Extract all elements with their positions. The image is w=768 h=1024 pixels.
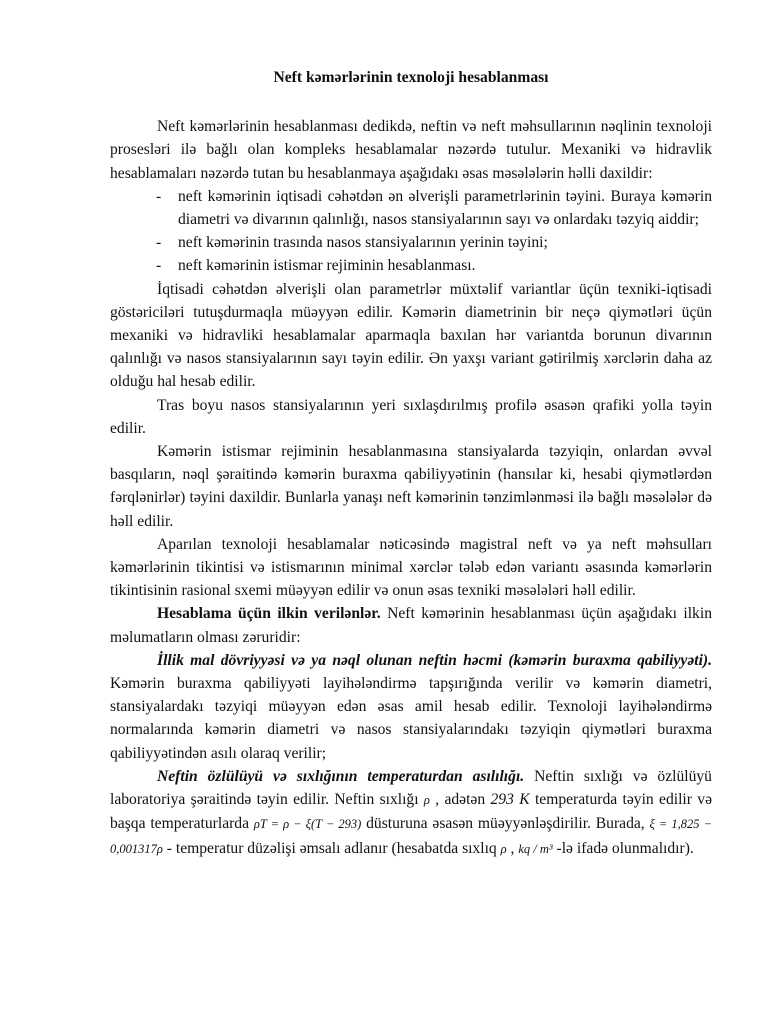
list-item — [110, 185, 712, 231]
paragraph-intro: Neft kəmərlərinin hesablanması dedikdə, neftin və neft məhsullarının nəqlinin texnoloji prosesləri ilə bağlı olan kompleks hesablamalar nəzərdə tutulur. Mexaniki və hidravlik hesablamaları nəzərdə tutan bu hesablanmaya aşağıdakı əsas məsələlərin həlli daxildir: — [110, 118, 712, 182]
paragraph-text: düsturuna əsasən müəyyənləşdirilir. Burada, — [361, 815, 650, 833]
density-formula: ρT = ρ − ξ(T − 293) — [253, 817, 362, 832]
paragraph-text: Neftin sıxlığı və özlülüyü laboratoriya şəraitində təyin edilir. Neftin sıxlığı — [110, 767, 712, 809]
coefficient-formula: ξ = 1,825 − 0,001317ρ — [110, 817, 712, 856]
paragraph-text: - temperatur düzəlişi əmsalı adlanır (hesabatda sıxlıq — [162, 839, 501, 857]
rho-symbol: ρ — [423, 793, 430, 808]
list-item-text: neft kəmərinin istismar rejiminin hesablanması. — [178, 257, 476, 275]
paragraph-text: Neft kəmərinin hesablanması üçün aşağıdakı ilkin məlumatların olması zəruridir: — [110, 605, 712, 646]
paragraph-economics: İqtisadi cəhətdən əlverişli olan parametrlər müxtəlif variantlar üçün texniki-iqtisadi göstəriciləri tutuşdurmaqla müəyyən edilir. Kəmərin diametrinin bir neçə qiymətləri üçün mexaniki və hidravliki hesablamalar aparmaqla baxılan hər variantda borunun divarının qalınlığı və nasos stansiyalarının sayı təyin edilir. Ən yaxşı variant gətirilmiş xərclərin daha az olduğu hal hesab edilir. — [110, 280, 712, 391]
document-title: Neft kəmərlərinin texnoloji hesablanması — [273, 69, 549, 86]
paragraph-viscosity — [110, 765, 712, 861]
paragraph-initial-data — [110, 602, 712, 648]
paragraph-route: Tras boyu nasos stansiyalarının yeri sıxlaşdırılmış profilə əsasən qrafiki yolla təyin edilir. — [110, 396, 712, 437]
paragraph-operation: Kəmərin istismar rejiminin hesablanmasına stansiyalarda təzyiqin, onlardan əvvəl basqıların, nəql şəraitində kəmərin buraxma qabiliyyətinin (hansılar ki, hesabi qiymətlərdən fərqlənirlər) təyini daxildir. Bunlarla yanaşı neft kəmərinin tənzimlənməsi ilə bağlı məsələlər də həll edilir. — [110, 443, 712, 530]
paragraph-text: , — [506, 839, 519, 857]
rho-symbol: ρ — [500, 841, 507, 856]
section-heading: Neftin özlülüyü və sıxlığının temperaturdan asılılığı. — [157, 767, 525, 785]
section-heading: İllik mal dövriyyəsi və ya nəql olunan neftin həcmi (kəmərin buraxma qabiliyyəti). — [157, 651, 712, 669]
paragraph-throughput — [110, 649, 712, 765]
list-marker: - — [156, 187, 162, 205]
paragraph-calculations: Aparılan texnoloji hesablamalar nəticəsində magistral neft və ya neft məhsulları kəmərlərinin tikintisi və istismarının minimal xərclər tələb edən variantı əsasında kəmərlərin tikintisinin rasional sxemi müəyyən edilir və onun əsas texniki məsələləri həll edilir. — [110, 535, 712, 600]
list-item-text: neft kəmərinin trasında nasos stansiyalarının yerinin təyini; — [178, 234, 548, 252]
list-marker: - — [156, 257, 162, 275]
list-marker: - — [156, 234, 162, 252]
list-item-text: neft kəmərinin iqtisadi cəhətdən ən əlverişli parametrlərinin təyini. Buraya kəmərin diametri və divarının qalınlığı, nasos stansiyalarının sayı və onlardakı təzyiq aiddir; — [178, 187, 712, 229]
paragraph-text: , adətən — [429, 791, 491, 809]
list-item — [110, 231, 712, 254]
paragraph-text: temperaturda təyin edilir və başqa temperaturlarda — [110, 791, 712, 833]
list-item — [110, 254, 712, 277]
density-unit: kq / m³ — [518, 841, 553, 856]
paragraph-text: Kəmərin buraxma qabiliyyəti layihələndirmə tapşırığında verilir və kəmərin diametri, stansiyalardakı təzyiqi müəyyən edən əsas amil hesab edilir. Texnoloji layihələndirmə normalarında kəmərin diametri və nasos stansiyalarındakı təzyiqin qiymətləri buraxma qabiliyyətindən asılı olaraq verilir; — [110, 675, 712, 762]
temperature-value: 293 K — [490, 791, 530, 809]
paragraph-text: -lə ifadə olunmalıdır). — [552, 839, 694, 857]
task-list — [110, 185, 712, 278]
section-heading: Hesablama üçün ilkin verilənlər. — [157, 605, 381, 623]
